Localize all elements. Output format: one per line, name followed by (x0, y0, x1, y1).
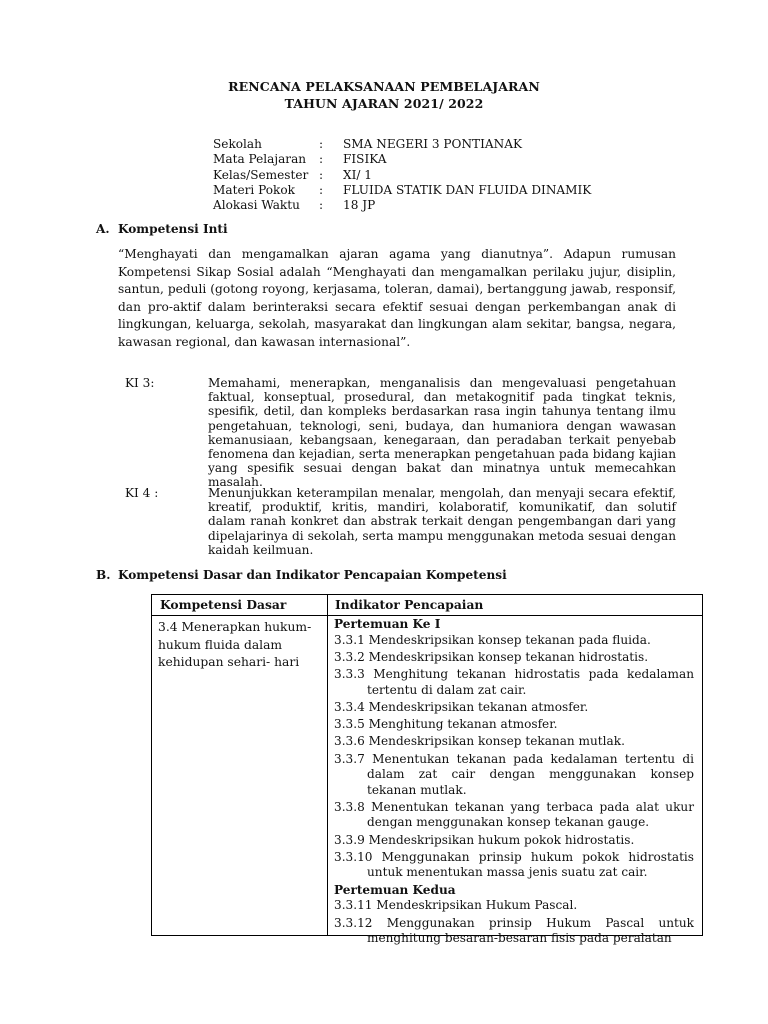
meta-value: SMA NEGERI 3 PONTIANAK (343, 137, 522, 151)
indicator-item: 3.3.12 Menggunakan prinsip Hukum Pascal untuk menghitung besaran-besaran fisis pada peralatan (334, 915, 694, 946)
meta-label: Alokasi Waktu (213, 198, 300, 213)
table-header-row (152, 595, 702, 616)
meta-value: 18 JP (343, 198, 376, 213)
indicator-item: 3.3.9 Mendeskripsikan hukum pokok hidrostatis. (334, 832, 635, 847)
meta-label: Materi Pokok (213, 182, 295, 197)
section-b-heading (96, 568, 507, 582)
header-indikator: Indikator Pencapaian (335, 597, 484, 612)
meta-row-time (213, 198, 591, 213)
ki3-text: Memahami, menerapkan, menganalisis dan mengevaluasi pengetahuan faktual, konseptual, prosedural, dan metakognitif pada tingkat teknis, spesifik, detil, dan kompleks berdasarkan rasa ingin tahunya tentang ilmu pengetahuan, teknologi, seni, budaya, dan humaniora dengan wawasan kemanusiaan, kebangsaan, kenegaraan, dan peradaban terkait penyebab fenomena dan kejadian, serta menerapkan pengetahuan pada bidang kajian yang spesifik sesuai dengan bakat dan minatnya untuk memecahkan masalah. (208, 376, 676, 490)
competence-table (151, 594, 703, 946)
indicator-item: 3.3.1 Mendeskripsikan konsep tekanan pada fluida. (334, 632, 651, 647)
meta-value: FLUIDA STATIK DAN FLUIDA DINAMIK (343, 182, 592, 197)
indicator-cell (328, 616, 702, 946)
meta-row-class (213, 168, 591, 183)
meta-value: FISIKA (343, 152, 387, 167)
meta-row-subject (213, 152, 591, 167)
section-a-heading (96, 222, 228, 236)
document-subtitle: TAHUN AJARAN 2021/ 2022 (284, 96, 484, 111)
section-letter: B. (96, 568, 111, 582)
meeting-2-heading: Pertemuan Kedua (334, 882, 456, 897)
meta-row-topic (213, 183, 591, 198)
meta-colon: : (319, 152, 324, 167)
meta-colon: : (319, 182, 324, 197)
indicator-item: 3.3.10 Menggunakan prinsip hukum pokok hidrostatis untuk menentukan massa jenis suatu zat cair. (334, 849, 694, 880)
indicator-item: 3.3.4 Mendeskripsikan tekanan atmosfer. (334, 699, 589, 714)
ki3-label: KI 3: (125, 376, 155, 390)
meta-label: Sekolah (213, 137, 262, 151)
header-kompetensi-dasar: Kompetensi Dasar (152, 595, 328, 615)
indicator-item: 3.3.7 Menentukan tekanan pada kedalaman tertentu di dalam zat cair dengan menggunakan konsep tekanan mutlak. (334, 751, 694, 797)
kd-cell: 3.4 Menerapkan hukum-hukum fluida dalam kehidupan sehari- hari (152, 616, 328, 936)
ki4-label: KI 4 : (125, 486, 159, 500)
indicator-item: 3.3.5 Menghitung tekanan atmosfer. (334, 717, 558, 732)
indicator-item: 3.3.11 Mendeskripsikan Hukum Pascal. (334, 898, 578, 913)
meta-row-school (213, 137, 591, 152)
document-title: RENCANA PELAKSANAAN PEMBELAJARAN (228, 79, 540, 94)
meta-colon: : (319, 198, 324, 213)
indicator-item: 3.3.8 Menentukan tekanan yang terbaca pada alat ukur dengan menggunakan konsep tekanan gauge. (334, 799, 694, 830)
meta-label: Kelas/Semester (213, 167, 309, 182)
meta-value: XI/ 1 (343, 167, 373, 182)
meta-colon: : (319, 167, 324, 182)
ki4-text: Menunjukkan keterampilan menalar, mengolah, dan menyaji secara efektif, kreatif, produktif, kritis, mandiri, kolaboratif, komunikatif, dan solutif dalam ranah konkret dan abstrak terkait dengan pengembangan dari yang dipelajarinya di sekolah, serta mampu menggunakan metoda sesuai dengan kaidah keilmuan. (208, 486, 676, 557)
indicator-item: 3.3.2 Mendeskripsikan konsep tekanan hidrostatis. (334, 649, 649, 664)
meta-colon: : (319, 137, 324, 151)
indicator-item: 3.3.3 Menghitung tekanan hidrostatis pada kedalaman tertentu di dalam zat cair. (334, 667, 694, 697)
identity-block (213, 137, 591, 213)
meta-label: Mata Pelajaran (213, 152, 307, 167)
section-title: Kompetensi Dasar dan Indikator Pencapaian Kompetensi (118, 568, 507, 582)
indicator-item: 3.3.6 Mendeskripsikan konsep tekanan mutlak. (334, 734, 625, 749)
meeting-1-heading: Pertemuan Ke I (334, 617, 441, 631)
section-letter: A. (96, 222, 110, 236)
core-competence-intro: “Menghayati dan mengamalkan ajaran agama yang dianutnya”. Adapun rumusan Kompetensi Sikap Sosial adalah “Menghayati dan mengamalkan perilaku jujur, disiplin, santun, peduli (gotong royong, kerjasama, toleran, damai), bertanggung jawab, responsif, dan pro-aktif dalam berinteraksi secara efektif sesuai dengan perkembangan anak di lingkungan, keluarga, sekolah, masyarakat dan lingkungan alam sekitar, bangsa, negara, kawasan regional, dan kawasan internasional”. (118, 247, 676, 349)
section-title: Kompetensi Inti (118, 222, 228, 236)
table-row (152, 616, 702, 946)
